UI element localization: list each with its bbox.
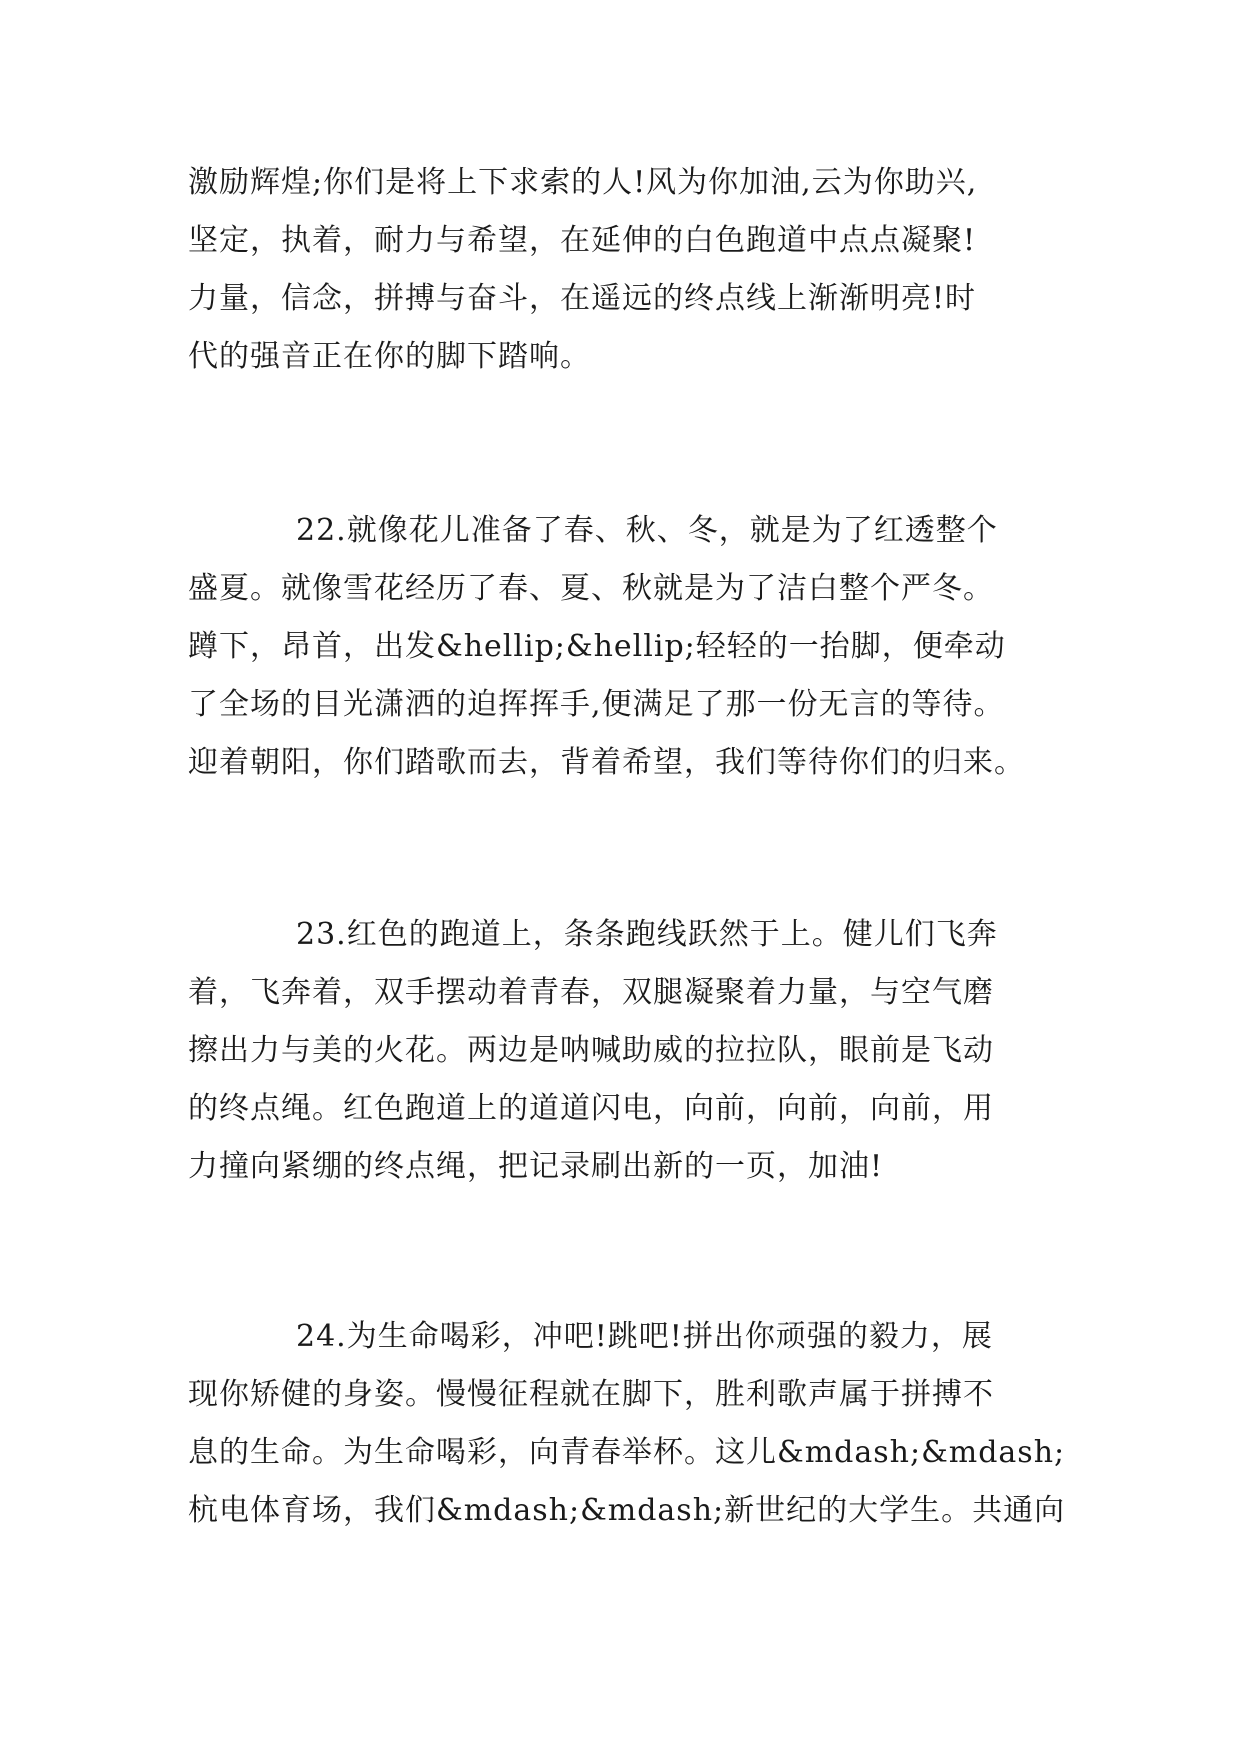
- text-line: 代的强音正在你的脚下踏响。: [188, 339, 591, 374]
- text-line: 力量，信念，拼搏与奋斗，在遥远的终点线上渐渐明亮!时: [188, 281, 977, 316]
- paragraph-continuation: [188, 154, 1088, 386]
- text-line: 24.为生命喝彩，冲吧!跳吧!拼出你顽强的毅力，展: [296, 1319, 993, 1354]
- text-line: 迎着朝阳，你们踏歌而去，背着希望，我们等待你们的归来。: [188, 745, 1025, 780]
- paragraph-23: [188, 906, 1088, 1196]
- text-line: 22.就像花儿准备了春、秋、冬，就是为了红透整个: [296, 513, 998, 548]
- text-line: 激励辉煌;你们是将上下求索的人!风为你加油,云为你助兴,: [188, 165, 978, 200]
- paragraph-24: [188, 1308, 1088, 1540]
- text-line: 着，飞奔着，双手摆动着青春，双腿凝聚着力量，与空气磨: [188, 975, 994, 1010]
- text-line: 息的生命。为生命喝彩，向青春举杯。这儿&mdash;&mdash;: [188, 1435, 1066, 1470]
- text-line: 的终点绳。红色跑道上的道道闪电，向前，向前，向前，用: [188, 1091, 994, 1126]
- text-line: 蹲下，昂首，出发&hellip;&hellip;轻轻的一抬脚，便牵动: [188, 629, 1006, 664]
- text-line: 了全场的目光潇洒的迫挥挥手,便满足了那一份无言的等待。: [188, 687, 1005, 722]
- text-line: 杭电体育场，我们&mdash;&mdash;新世纪的大学生。共通向: [188, 1493, 1066, 1528]
- text-line: 23.红色的跑道上，条条跑线跃然于上。健儿们飞奔: [296, 917, 998, 952]
- paragraph-22: [188, 502, 1088, 792]
- text-line: 力撞向紧绷的终点绳，把记录刷出新的一页，加油!: [188, 1149, 884, 1184]
- text-line: 盛夏。就像雪花经历了春、夏、秋就是为了洁白整个严冬。: [188, 571, 994, 606]
- text-line: 现你矫健的身姿。慢慢征程就在脚下，胜利歌声属于拼搏不: [188, 1377, 994, 1412]
- text-line: 坚定，执着，耐力与希望，在延伸的白色跑道中点点凝聚!: [188, 223, 977, 258]
- text-line: 擦出力与美的火花。两边是呐喊助威的拉拉队，眼前是飞动: [188, 1033, 994, 1068]
